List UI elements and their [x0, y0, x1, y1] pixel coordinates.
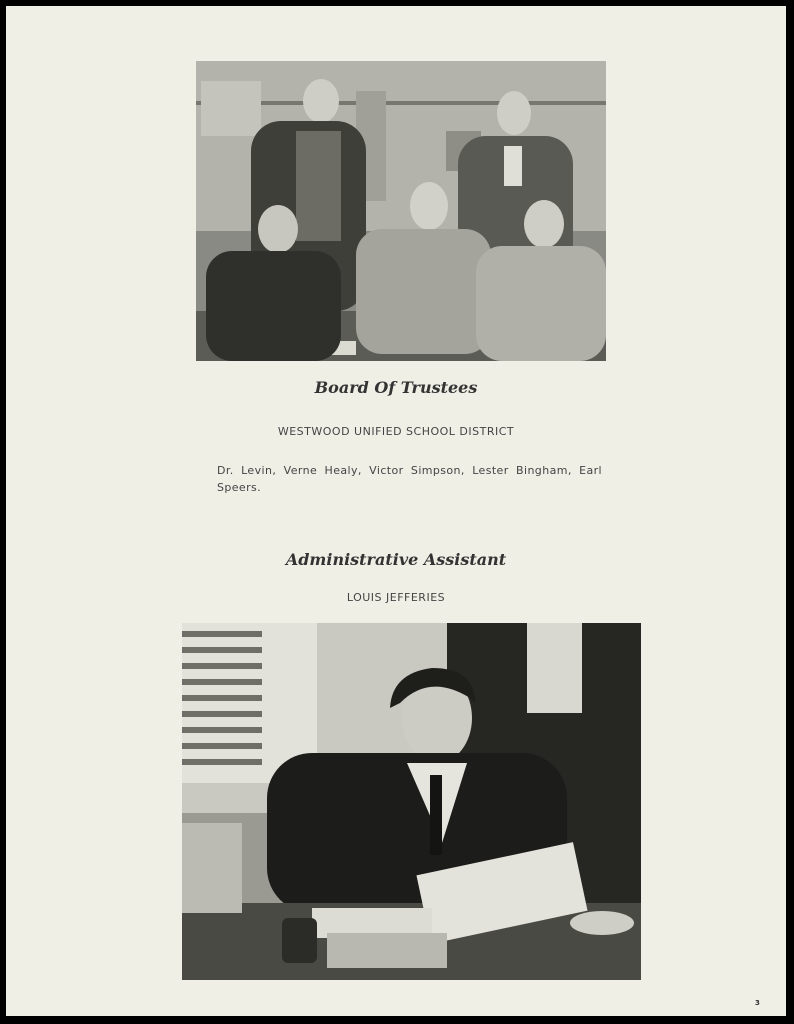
district-name: WESTWOOD UNIFIED SCHOOL DISTRICT	[277, 425, 515, 438]
board-of-trustees-photo	[196, 61, 606, 361]
administrative-assistant-name: LOUIS JEFFERIES	[346, 591, 446, 604]
page-number: 3	[755, 999, 760, 1007]
administrative-assistant-photo	[182, 623, 641, 980]
trustee-names: Dr. Levin, Verne Healy, Victor Simpson, Lester Bingham, Earl Speers.	[217, 464, 602, 494]
yearbook-page	[6, 6, 786, 1016]
administrative-assistant-heading: Administrative Assistant	[285, 550, 507, 569]
board-of-trustees-heading: Board Of Trustees	[314, 378, 478, 397]
